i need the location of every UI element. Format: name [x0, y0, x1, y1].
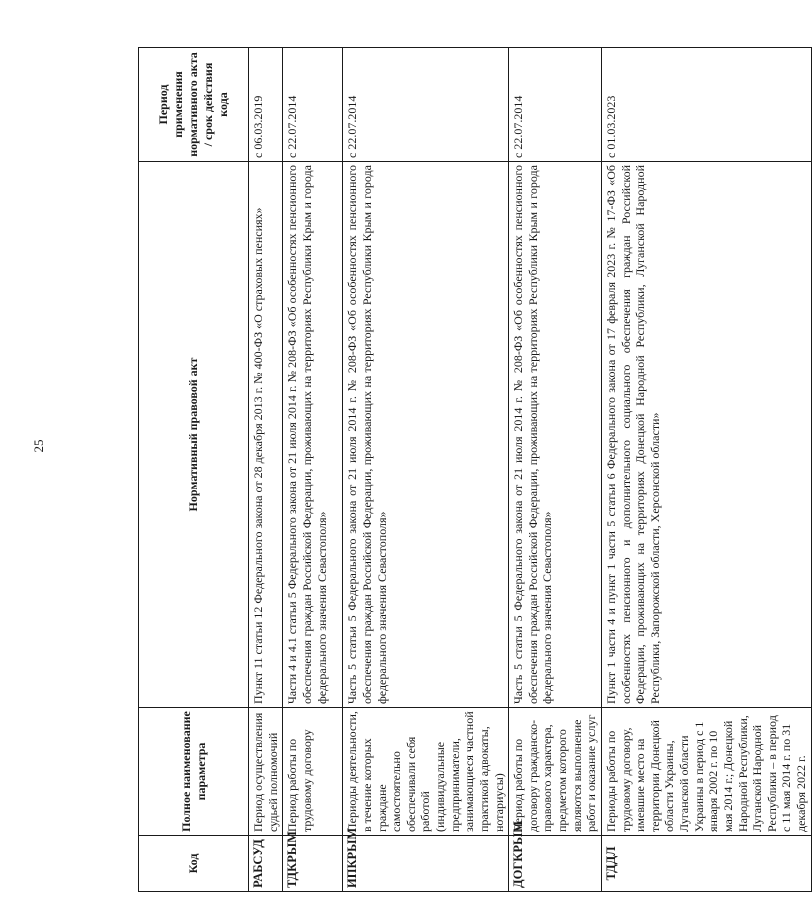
row-code: РАБСУД	[249, 836, 283, 892]
row-name: Периоды деятельности, в течение которых граждане самостоятельно обеспечивали себя работой (индивидуальные предприниматели, занимающиеся частной практикой адвокаты, нотариусы)	[343, 708, 509, 836]
row-act: Пункт 11 статьи 12 Федерального закона от 28 декабря 2013 г. № 400-ФЗ «О страховых пенсиях»	[249, 162, 283, 708]
table-row	[601, 48, 811, 892]
row-period: с 22.07.2014	[283, 48, 343, 162]
rotated-table-container	[138, 48, 808, 892]
table-row	[343, 48, 509, 892]
table-row	[249, 48, 283, 892]
header-name: Полное наименование параметра	[139, 708, 249, 836]
parameters-table	[138, 47, 812, 892]
row-code: ТДДЛ	[601, 836, 811, 892]
table-header-row	[139, 48, 249, 892]
table-row	[283, 48, 343, 892]
row-act: Части 4 и 4.1 статьи 5 Федерального закона от 21 июля 2014 г. № 208-ФЗ «Об особенностях пенсионного обеспечения граждан Российской Федерации, проживающих на территориях Республики Крым и города федерального значения Севастополя»	[283, 162, 343, 708]
rotated-table-frame	[138, 48, 808, 892]
row-period: с 22.07.2014	[343, 48, 509, 162]
row-period: с 01.03.2023	[601, 48, 811, 162]
row-period: с 22.07.2014	[509, 48, 602, 162]
row-name: Период работы по трудовому договору	[283, 708, 343, 836]
row-act: Пункт 1 части 4 и пункт 1 части 5 статьи 6 Федерального закона от 17 февраля 2023 г. № 17-ФЗ «Об особенностях пенсионного и дополнительного социального обеспечения граждан Российской Федерации, проживающих на территориях Донецкой Народной Республики, Луганской Народной Республики, Запорожской области, Херсонской области»	[601, 162, 811, 708]
row-name: Периоды работы по трудовому договору, имевшие место на территории Донецкой области Украины, Луганской области Украины в период с 1 января 2002 г. по 10 мая 2014 г.; Донецкой Народной Республики, Луганской Народной Республики – в период с 11 мая 2014 г. по 31 декабря 2022 г.	[601, 708, 811, 836]
header-code: Код	[139, 836, 249, 892]
header-act: Нормативный правовой акт	[139, 162, 249, 708]
row-name: Период работы по договору гражданско-правового характера, предметом которого являются выполнение работ и оказание услуг	[509, 708, 602, 836]
header-period: Период применения нормативного акта / срок действия кода	[139, 48, 249, 162]
row-code: ДОГКРЫМ	[509, 836, 602, 892]
row-code: ИПКРЫМ	[343, 836, 509, 892]
row-act: Часть 5 статьи 5 Федерального закона от 21 июля 2014 г. № 208-ФЗ «Об особенностях пенсионного обеспечения граждан Российской Федерации, проживающих на территориях Республики Крым и города федерального значения Севастополя»	[343, 162, 509, 708]
row-act: Часть 5 статьи 5 Федерального закона от 21 июля 2014 г. № 208-ФЗ «Об особенностях пенсионного обеспечения граждан Российской Федерации, проживающих на территориях Республики Крым и города федерального значения Севастополя»	[509, 162, 602, 708]
row-code: ТДКРЫМ	[283, 836, 343, 892]
row-period: с 06.03.2019	[249, 48, 283, 162]
row-name: Период осуществления судьей полномочий	[249, 708, 283, 836]
table-row	[509, 48, 602, 892]
page-number: 25	[31, 439, 46, 453]
